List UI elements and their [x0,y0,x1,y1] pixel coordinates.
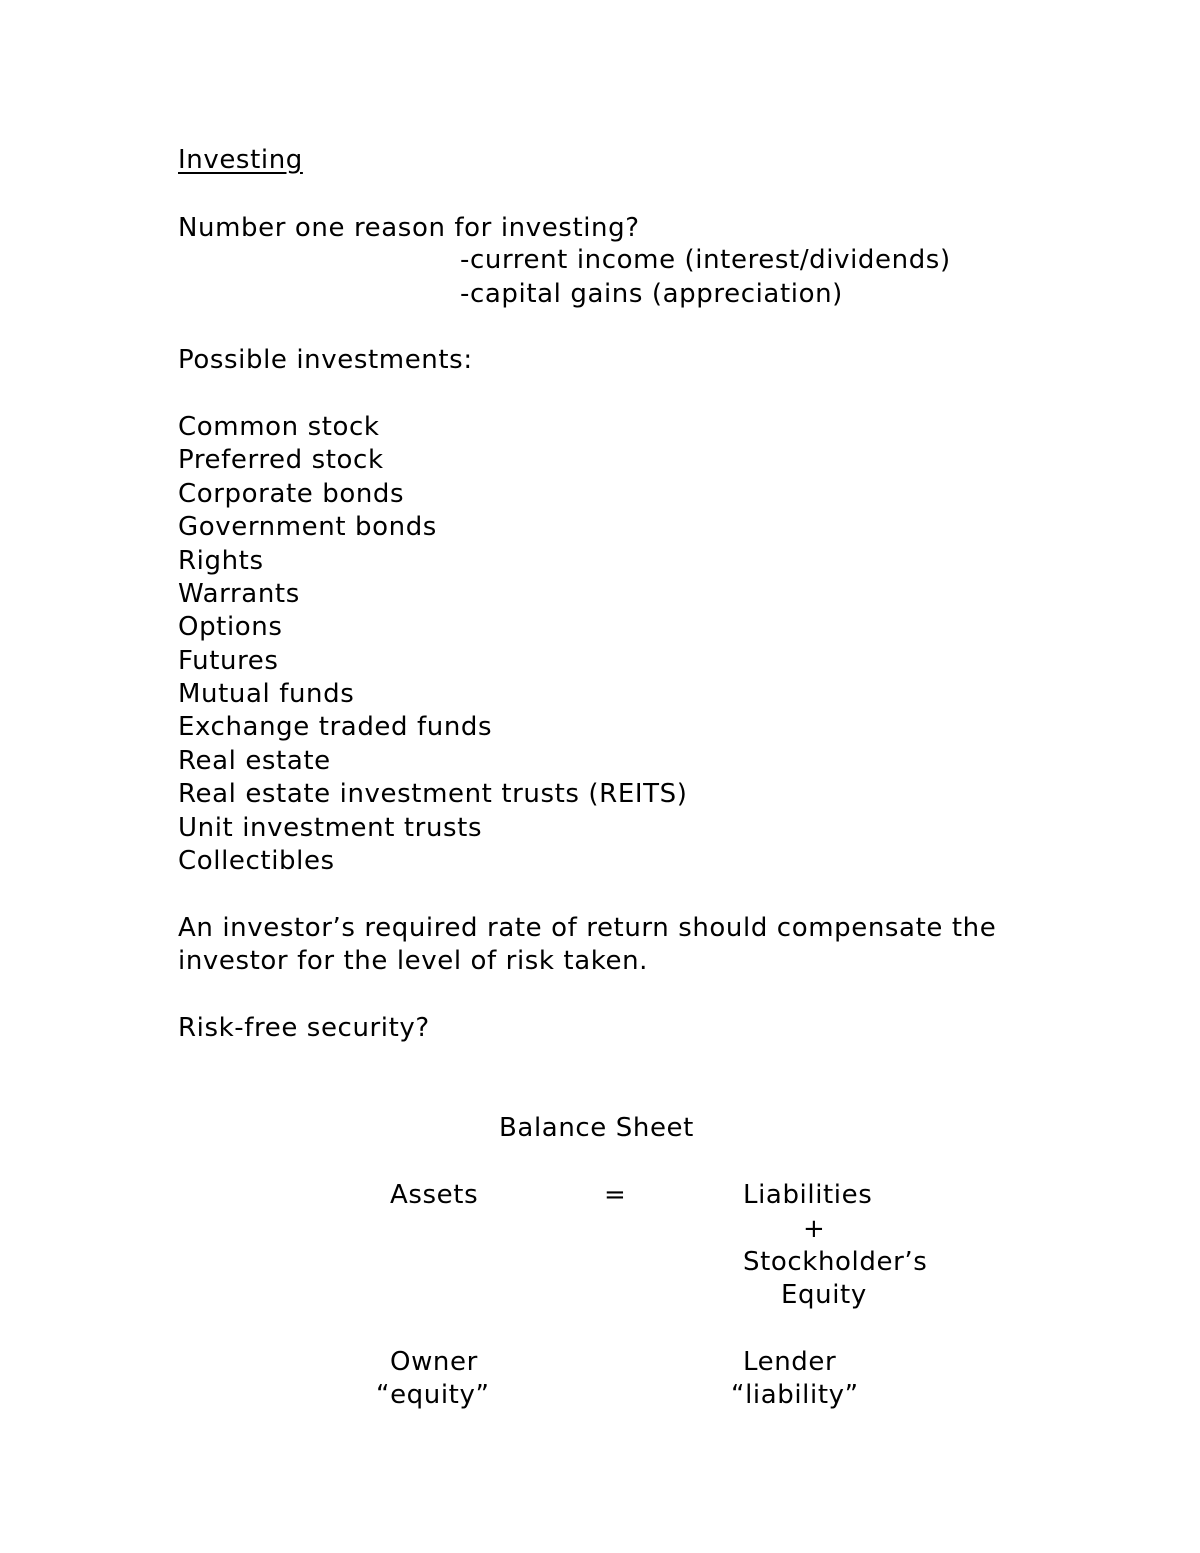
investment-item: Mutual funds [178,679,355,709]
owner-label: Owner [390,1347,478,1377]
investment-item: Real estate [178,746,331,776]
page-title: Investing [178,145,303,175]
investment-item: Warrants [178,579,300,609]
investment-item: Futures [178,646,279,676]
assets-label: Assets [390,1180,479,1210]
investment-item: Common stock [178,412,380,442]
balance-sheet-heading: Balance Sheet [499,1113,694,1143]
investment-item: Real estate investment trusts (REITS) [178,779,688,809]
plus-sign: + [803,1214,826,1244]
owner-term: “equity” [376,1380,490,1410]
stockholders-label: Stockholder’s [743,1247,928,1277]
paragraph-line: An investor’s required rate of return should compensate the [178,913,997,943]
paragraph-line: investor for the level of risk taken. [178,946,649,976]
risk-free-question: Risk-free security? [178,1013,430,1043]
equals-sign: = [604,1180,627,1210]
investment-item: Rights [178,546,264,576]
lender-term: “liability” [731,1380,859,1410]
investment-item: Collectibles [178,846,335,876]
investment-item: Government bonds [178,512,437,542]
investment-item: Exchange traded funds [178,712,493,742]
question-text: Number one reason for investing? [178,213,640,243]
question-answer: -current income (interest/dividends) [460,245,951,275]
lender-label: Lender [743,1347,837,1377]
question-answer: -capital gains (appreciation) [460,279,843,309]
investments-heading: Possible investments: [178,345,473,375]
investment-item: Unit investment trusts [178,813,483,843]
liabilities-label: Liabilities [743,1180,873,1210]
equity-label: Equity [781,1280,867,1310]
investment-item: Corporate bonds [178,479,405,509]
investment-item: Options [178,612,283,642]
investment-item: Preferred stock [178,445,384,475]
